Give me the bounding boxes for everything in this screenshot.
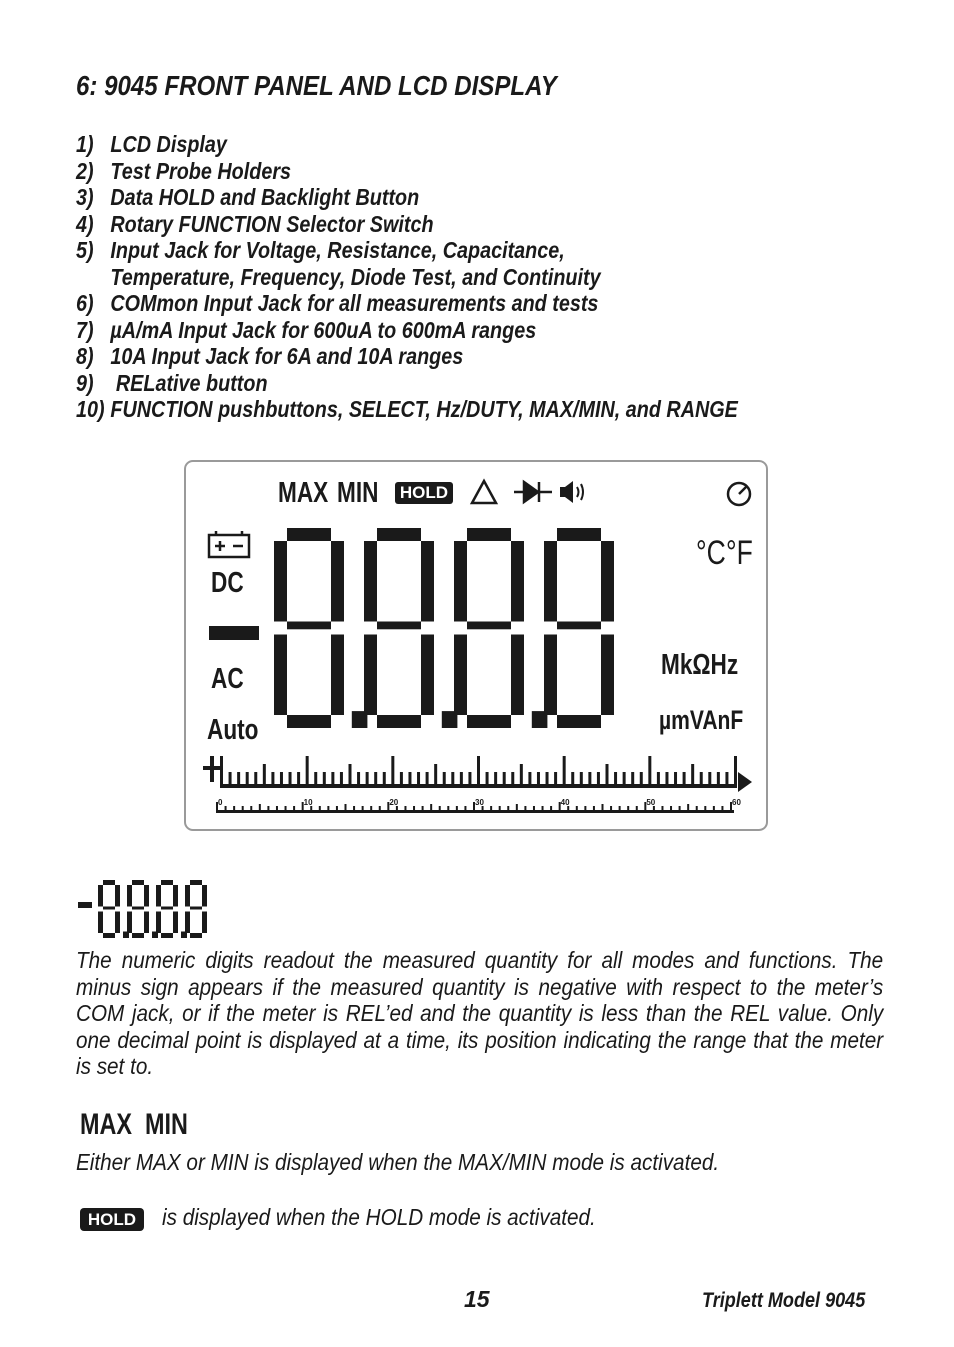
digit-segment [103, 880, 115, 885]
digit-segment [331, 635, 344, 716]
bargraph-tick [391, 756, 394, 788]
digit-segment [144, 912, 149, 934]
digit-segment [274, 635, 287, 716]
bargraph-tick [220, 756, 223, 788]
list-item: 9) RELative button [76, 369, 268, 396]
bargraph-arrow [738, 772, 752, 792]
digit-segment [287, 622, 331, 630]
digit-segment [98, 912, 103, 934]
bargraph-tick [220, 784, 737, 788]
list-item: 1) LCD Display [76, 131, 227, 157]
digit-segment [377, 622, 421, 630]
bargraph-tick [563, 756, 566, 788]
digit-segment [98, 885, 103, 907]
digit-segment [544, 541, 557, 622]
digit-segment [173, 912, 178, 934]
list-item: 5) Input Jack for Voltage, Resistance, Capacitance, [76, 237, 565, 263]
dc-indicator: DC [211, 567, 244, 599]
digit-segment [190, 880, 202, 885]
max-indicator: MAX [278, 477, 329, 509]
scale-label: 0 [218, 798, 223, 807]
bargraph-tick [216, 810, 734, 813]
page-title: 6: 9045 FRONT PANEL AND LCD DISPLAY [76, 70, 557, 101]
digit-segment [161, 907, 173, 910]
hold-indicator-label: HOLD [399, 483, 449, 502]
bargraph-tick [210, 756, 214, 782]
bargraph-tick [734, 756, 737, 788]
diode-icon [514, 482, 552, 502]
list-item-continuation: Temperature, Frequency, Diode Test, and Continuity [110, 263, 601, 290]
digit-segment [544, 635, 557, 716]
digit-segment [132, 933, 144, 938]
auto-power-off-icon [728, 483, 750, 505]
digit-segment [467, 528, 511, 541]
digit-segment [467, 715, 511, 728]
digit-segment [185, 885, 190, 907]
scale-label: 40 [560, 798, 570, 807]
digit-segment [173, 885, 178, 907]
list-item: 4) Rotary FUNCTION Selector Switch [76, 210, 434, 237]
units-row-2: µmVAnF [659, 705, 744, 735]
digit-segment [364, 541, 377, 622]
scale-label: 50 [646, 798, 656, 807]
digit-segment [161, 933, 173, 938]
list-item: 8) 10A Input Jack for 6A and 10A ranges [76, 343, 464, 369]
digit-segment [557, 528, 601, 541]
digit-segment [190, 907, 202, 910]
digit-segment [421, 635, 434, 716]
hold-description: is displayed when the HOLD mode is activated. [162, 1204, 596, 1230]
digit-segment [202, 912, 207, 934]
digit-segment [103, 933, 115, 938]
digit-segment [156, 885, 161, 907]
units-row-1: MkΩHz [661, 649, 739, 681]
list-item: 7) µA/mA Input Jack for 600uA to 600mA ranges [76, 316, 537, 343]
digit-segment [287, 715, 331, 728]
digit-segment [274, 541, 287, 622]
seven-segment-digits [274, 528, 614, 728]
ac-indicator: AC [211, 663, 244, 695]
bargraph-tick [477, 756, 480, 788]
digit-segment [377, 528, 421, 541]
digit-segment [103, 907, 115, 910]
minus-sign [209, 626, 259, 640]
speaker-icon [560, 481, 583, 503]
celsius-indicator: °C [696, 534, 726, 572]
page-number: 15 [464, 1286, 490, 1312]
digit-segment [115, 912, 120, 934]
digit-segment [161, 880, 173, 885]
digit-segment [557, 622, 601, 630]
lcd-segments-svg [186, 462, 766, 829]
component-list [76, 131, 846, 423]
digits-readout-icon [76, 874, 216, 944]
digit-segment [287, 528, 331, 541]
list-item: 3) Data HOLD and Backlight Button [76, 184, 420, 210]
scale-label: 20 [389, 798, 399, 807]
scale-label: 30 [475, 798, 484, 807]
list-item: 10) FUNCTION pushbuttons, SELECT, Hz/DUTY, MAX/MIN, and RANGE [76, 396, 738, 422]
auto-indicator: Auto [207, 714, 259, 746]
digit-segment [377, 715, 421, 728]
scale-label: 10 [303, 798, 313, 807]
digit-segment [421, 541, 434, 622]
digit-segment [115, 885, 120, 907]
digit-segment [364, 635, 377, 716]
digit-segment [144, 885, 149, 907]
scale-label: 60 [732, 798, 741, 807]
digit-segment [132, 907, 144, 910]
digit-segment [132, 880, 144, 885]
list-item: 6) COMmon Input Jack for all measurements and tests [76, 290, 599, 316]
delta-icon [472, 481, 496, 503]
digit-segment [190, 933, 202, 938]
digit-segment [454, 635, 467, 716]
battery-icon [209, 531, 249, 557]
digit-segment [185, 912, 190, 934]
bargraph-tick [306, 756, 309, 788]
digit-segment [156, 912, 161, 934]
digit-segment [454, 541, 467, 622]
digit-segment [511, 635, 524, 716]
digit-segment [127, 885, 132, 907]
digit-segment [601, 541, 614, 622]
digits-description: The numeric digits readout the measured quantity for all modes and functions. The minus sign appears if the measured quantity is negative with respect to the meter’s COM jack, or if the meter is REL’ed and the quantity is less than the REL value. Only one decimal point is displayed at a time, its position indicating the range that the meter is set to. [76, 947, 884, 1080]
fahrenheit-indicator: °F [726, 534, 753, 572]
max-min-icon: MAX MIN [80, 1108, 188, 1141]
max-min-description: Either MAX or MIN is displayed when the MAX/MIN mode is activated. [76, 1149, 720, 1175]
digit-segment [331, 541, 344, 622]
digit-segment [202, 885, 207, 907]
digit-segment [467, 622, 511, 630]
lcd-display-diagram [184, 460, 768, 831]
digit-segment [557, 715, 601, 728]
bargraph-tick [648, 756, 651, 788]
digit-segment [127, 912, 132, 934]
digit-segment [601, 635, 614, 716]
footer-model: Triplett Model 9045 [702, 1289, 866, 1312]
list-item: 2) Test Probe Holders [76, 157, 292, 184]
digit-segment [511, 541, 524, 622]
min-indicator: MIN [337, 477, 379, 509]
hold-icon: HOLD [80, 1208, 144, 1231]
